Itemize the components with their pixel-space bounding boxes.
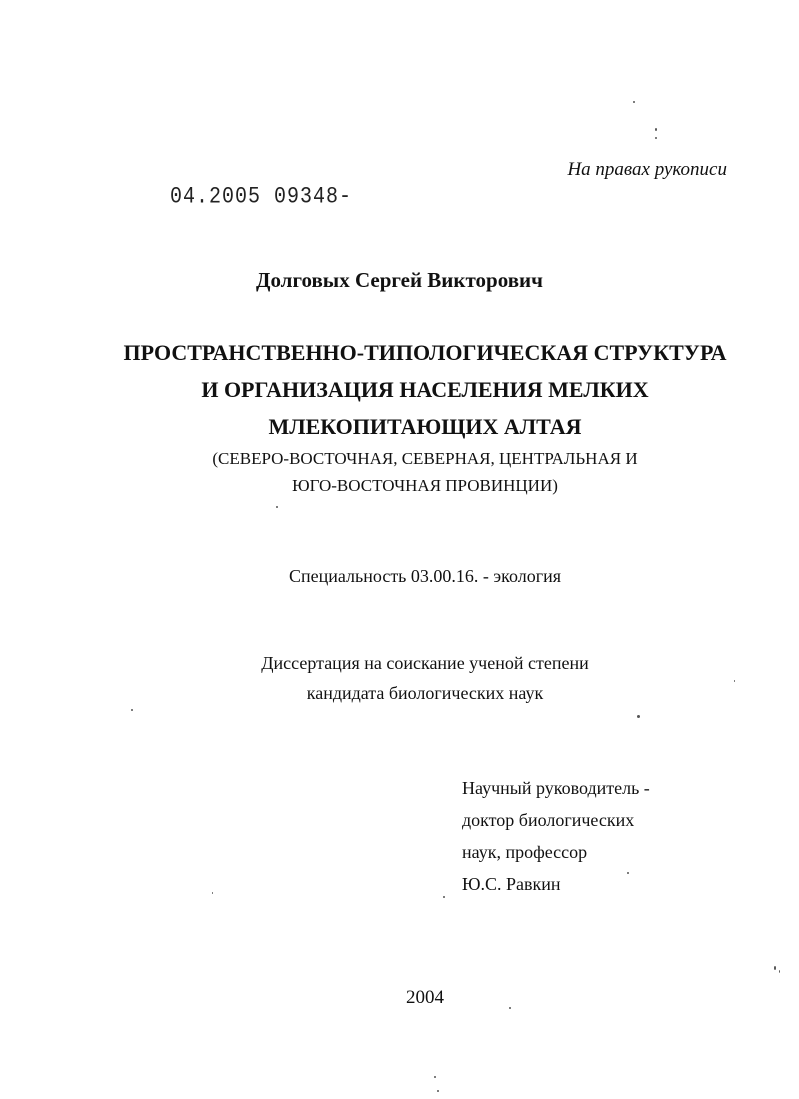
scan-speck bbox=[509, 1007, 511, 1009]
supervisor-line: Ю.С. Равкин bbox=[462, 874, 561, 894]
dissertation-title bbox=[0, 334, 799, 445]
supervisor-line: Научный руководитель - bbox=[462, 778, 650, 798]
author-name: Долговых Сергей Викторович bbox=[256, 268, 543, 292]
scan-speck bbox=[437, 1090, 439, 1092]
scan-speck bbox=[655, 128, 657, 131]
subtitle-line: ЮГО-ВОСТОЧНАЯ ПРОВИНЦИИ) bbox=[292, 476, 558, 495]
scan-speck bbox=[443, 896, 445, 898]
scan-speck bbox=[633, 101, 635, 103]
scan-speck bbox=[212, 892, 213, 894]
dissertation-subtitle bbox=[0, 445, 799, 499]
library-stamp-number: 04.2005 09348- bbox=[170, 184, 353, 211]
publication-year: 2004 bbox=[406, 987, 444, 1008]
specialty-line: Специальность 03.00.16. - экология bbox=[289, 566, 561, 586]
scan-speck bbox=[779, 970, 780, 973]
manuscript-rights-note: На правах рукописи bbox=[567, 159, 727, 180]
scan-speck bbox=[637, 715, 640, 718]
degree-statement bbox=[0, 648, 799, 708]
scan-speck bbox=[131, 709, 133, 711]
scan-speck bbox=[774, 966, 776, 970]
scan-speck bbox=[434, 1076, 436, 1078]
scientific-supervisor-block bbox=[462, 772, 650, 900]
degree-line: Диссертация на соискание ученой степени bbox=[261, 653, 589, 673]
title-line: МЛЕКОПИТАЮЩИХ АЛТАЯ bbox=[268, 414, 582, 439]
degree-line: кандидата биологических наук bbox=[306, 683, 544, 703]
subtitle-line: (СЕВЕРО-ВОСТОЧНАЯ, СЕВЕРНАЯ, ЦЕНТРАЛЬНАЯ И bbox=[212, 449, 638, 468]
supervisor-line: наук, профессор bbox=[462, 842, 588, 862]
scan-speck bbox=[627, 872, 629, 874]
scan-speck bbox=[655, 137, 657, 139]
supervisor-line: доктор биологических bbox=[462, 810, 635, 830]
scan-speck bbox=[734, 680, 735, 682]
title-line: ПРОСТРАНСТВЕННО-ТИПОЛОГИЧЕСКАЯ СТРУКТУРА bbox=[123, 340, 727, 365]
title-line: И ОРГАНИЗАЦИЯ НАСЕЛЕНИЯ МЕЛКИХ bbox=[201, 377, 649, 402]
scan-speck bbox=[276, 506, 278, 508]
